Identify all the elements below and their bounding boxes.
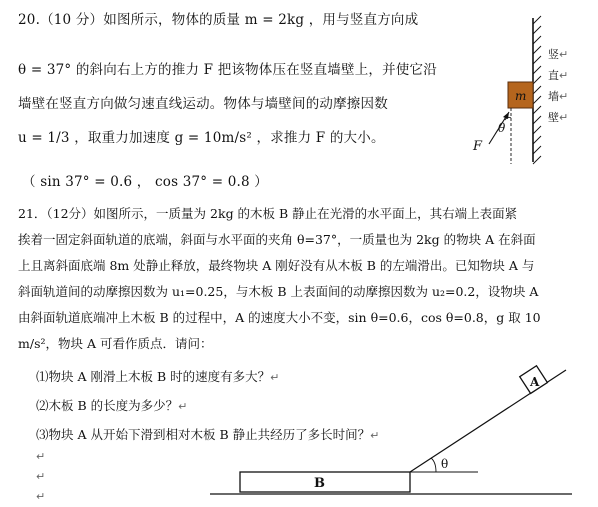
q21-sub-1: ⑴物块 A 刚滑上木板 B 时的速度有多大？↵ xyxy=(36,369,280,384)
q21-board-b-label: B xyxy=(314,476,325,491)
q20-line-3: 墙壁在竖直方向做匀速直线运动。物体与墙壁间的动摩擦因数 xyxy=(18,96,388,112)
q21-board-b xyxy=(240,472,410,492)
wall-char-2: 直↵ xyxy=(548,69,569,82)
q20-line-2: θ = 37° 的斜向右上方的推力 F 把该物体压在竖直墙壁上，并使它沿 xyxy=(18,62,437,78)
empty-paragraph-mark: ↵ xyxy=(36,450,46,463)
wall-char-4: 壁↵ xyxy=(548,111,569,124)
q20-line-4: u = 1/3 ，取重力加速度 g = 10m/s² ，求推力 F 的大小。 xyxy=(18,130,385,146)
q21-figure xyxy=(210,366,580,506)
empty-paragraph-mark: ↵ xyxy=(36,490,46,503)
q20-wall-label xyxy=(548,44,568,128)
q21-angle-label: θ xyxy=(441,457,449,471)
q21-line-6: m/s²，物块 A 可看作质点．请问： xyxy=(18,336,213,351)
q20-angle-label: θ xyxy=(498,121,506,135)
q21-line-1: 21．（12分）如图所示，一质量为 2kg 的木板 B 静止在光滑的水平面上，其右端上表面紧 xyxy=(18,206,518,221)
q20-line-1: 20.（10 分）如图所示，物体的质量 m = 2kg ，用与竖直方向成 xyxy=(18,12,419,28)
empty-paragraph-mark: ↵ xyxy=(36,470,46,483)
wall-char-3: 墙↵ xyxy=(548,90,569,103)
q21-line-3: 上且离斜面底端 8m 处静止释放，最终物块 A 刚好没有从木板 B 的左端滑出。已知物块 A 与 xyxy=(18,258,535,273)
q20-force-label: F xyxy=(473,139,483,154)
q20-block-label: m xyxy=(515,89,527,103)
q21-block-a-label: A xyxy=(530,375,540,389)
q21-line-4: 斜面轨道间的动摩擦因数为 u₁=0.25，与木板 B 上表面间的动摩擦因数为 u₂=0.2，设物块 A xyxy=(18,284,539,299)
q21-sub-2: ⑵木板 B 的长度为多少？↵ xyxy=(36,398,188,413)
q21-line-2: 挨着一固定斜面轨道的底端，斜面与水平面的夹角 θ=37°，一质量也为 2kg 的物块 A 在斜面 xyxy=(18,232,536,247)
wall-char-1: 竖↵ xyxy=(548,48,569,61)
q20-line-5: （ sin 37° = 0.6 ， cos 37° = 0.8 ） xyxy=(22,174,268,190)
q21-line-5: 由斜面轨道底端冲上木板 B 的过程中，A 的速度大小不变，sin θ=0.6，cos θ=0.8，g 取 10 xyxy=(18,310,541,325)
q21-sub-3: ⑶物块 A 从开始下滑到相对木板 B 静止共经历了多长时间？↵ xyxy=(36,427,380,442)
